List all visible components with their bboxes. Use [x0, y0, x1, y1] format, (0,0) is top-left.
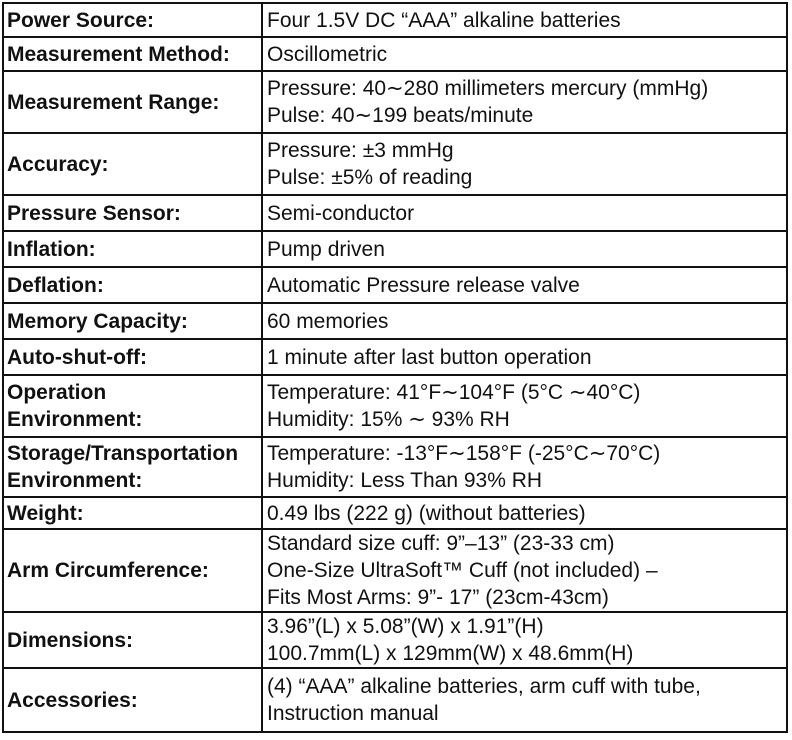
- spec-label-text: Accessories:: [7, 688, 138, 712]
- spec-label-text: Operation: [7, 381, 107, 404]
- spec-label: [3, 612, 262, 668]
- spec-label: [3, 668, 262, 732]
- spec-value-line: Automatic Pressure release valve: [267, 273, 580, 297]
- spec-value-line: 100.7mm(L) x 129mm(W) x 48.6mm(H): [267, 642, 634, 665]
- spec-row-dimensions: [3, 612, 787, 668]
- spec-value: [262, 497, 787, 529]
- spec-row-operation-environment: [3, 375, 787, 437]
- spec-label: [3, 339, 262, 375]
- spec-label-text: Auto-shut-off:: [7, 345, 147, 369]
- spec-value: [262, 37, 787, 71]
- spec-row-arm-circumference: [3, 529, 787, 612]
- spec-value: [262, 71, 787, 133]
- spec-value-line: Fits Most Arms: 9”- 17” (23cm-43cm): [267, 586, 609, 609]
- spec-value-line: One-Size UltraSoft™ Cuff (not included) –: [267, 559, 658, 582]
- spec-value-line: 3.96”(L) x 5.08”(W) x 1.91”(H): [267, 615, 544, 638]
- spec-label: [3, 375, 262, 437]
- spec-value: [262, 303, 787, 339]
- spec-label: [3, 37, 262, 71]
- spec-value-line: Oscillometric: [267, 42, 388, 66]
- spec-value: [262, 529, 787, 612]
- spec-value-line: Four 1.5V DC “AAA” alkaline batteries: [267, 8, 621, 32]
- spec-row-power-source: [3, 3, 787, 37]
- spec-label-text: Weight:: [7, 501, 84, 525]
- spec-label: [3, 303, 262, 339]
- spec-value: [262, 339, 787, 375]
- spec-value-line: 60 memories: [267, 309, 389, 333]
- spec-value: [262, 437, 787, 497]
- spec-label-text: Environment:: [7, 408, 143, 431]
- spec-label-text: Deflation:: [7, 273, 104, 297]
- spec-value: [262, 375, 787, 437]
- spec-label-text: Measurement Range:: [7, 90, 220, 114]
- spec-label-text: Arm Circumference:: [7, 559, 209, 582]
- spec-label: [3, 3, 262, 37]
- spec-label: [3, 71, 262, 133]
- spec-row-measurement-range: [3, 71, 787, 133]
- spec-label-text: Power Source:: [7, 8, 155, 32]
- spec-value-line: Pulse: 40∼199 beats/minute: [267, 104, 534, 127]
- spec-label-text: Pressure Sensor:: [7, 201, 181, 225]
- spec-label-text: Measurement Method:: [7, 42, 230, 66]
- spec-value-line: Semi-conductor: [267, 201, 415, 225]
- spec-value-line: 0.49 lbs (222 g) (without batteries): [267, 501, 586, 525]
- spec-label: [3, 195, 262, 231]
- spec-value: [262, 612, 787, 668]
- specifications-body: [3, 3, 787, 732]
- spec-label: [3, 267, 262, 303]
- spec-value: [262, 195, 787, 231]
- spec-row-weight: [3, 497, 787, 529]
- spec-row-deflation: [3, 267, 787, 303]
- spec-value-line: Temperature: 41°F∼104°F (5°C ∼40°C): [267, 381, 641, 404]
- spec-value: [262, 3, 787, 37]
- spec-row-accessories: [3, 668, 787, 732]
- spec-label-text: Accuracy:: [7, 152, 109, 176]
- spec-row-memory-capacity: [3, 303, 787, 339]
- spec-value: [262, 668, 787, 732]
- spec-value-line: 1 minute after last button operation: [267, 345, 592, 369]
- spec-value-line: Pulse: ±5% of reading: [267, 166, 473, 189]
- spec-row-accuracy: [3, 133, 787, 195]
- spec-label-text: Environment:: [7, 469, 143, 492]
- spec-value-line: Humidity: Less Than 93% RH: [267, 469, 543, 492]
- spec-value: [262, 267, 787, 303]
- spec-row-inflation: [3, 231, 787, 267]
- spec-value-line: Standard size cuff: 9”–13” (23-33 cm): [267, 532, 615, 555]
- spec-label-text: Inflation:: [7, 237, 96, 261]
- spec-value-line: Instruction manual: [267, 702, 439, 725]
- spec-value: [262, 133, 787, 195]
- spec-value-line: Humidity: 15% ∼ 93% RH: [267, 408, 510, 431]
- spec-value-line: Pressure: ±3 mmHg: [267, 139, 454, 162]
- spec-value-line: (4) “AAA” alkaline batteries, arm cuff with tube,: [267, 675, 701, 698]
- spec-value: [262, 231, 787, 267]
- spec-label: [3, 437, 262, 497]
- spec-label-text: Dimensions:: [7, 628, 134, 652]
- spec-value-line: Pump driven: [267, 237, 385, 261]
- spec-label-text: Memory Capacity:: [7, 309, 188, 333]
- spec-label: [3, 529, 262, 612]
- spec-value-line: Temperature: -13°F∼158°F (-25°C∼70°C): [267, 442, 661, 465]
- spec-label: [3, 497, 262, 529]
- spec-label: [3, 133, 262, 195]
- spec-row-pressure-sensor: [3, 195, 787, 231]
- spec-row-storage-environment: [3, 437, 787, 497]
- spec-row-measurement-method: [3, 37, 787, 71]
- spec-row-auto-shut-off: [3, 339, 787, 375]
- spec-value-line: Pressure: 40∼280 millimeters mercury (mmHg): [267, 77, 709, 100]
- spec-label-text: Storage/Transportation: [7, 442, 239, 465]
- specifications-table: [2, 2, 788, 733]
- spec-label: [3, 231, 262, 267]
